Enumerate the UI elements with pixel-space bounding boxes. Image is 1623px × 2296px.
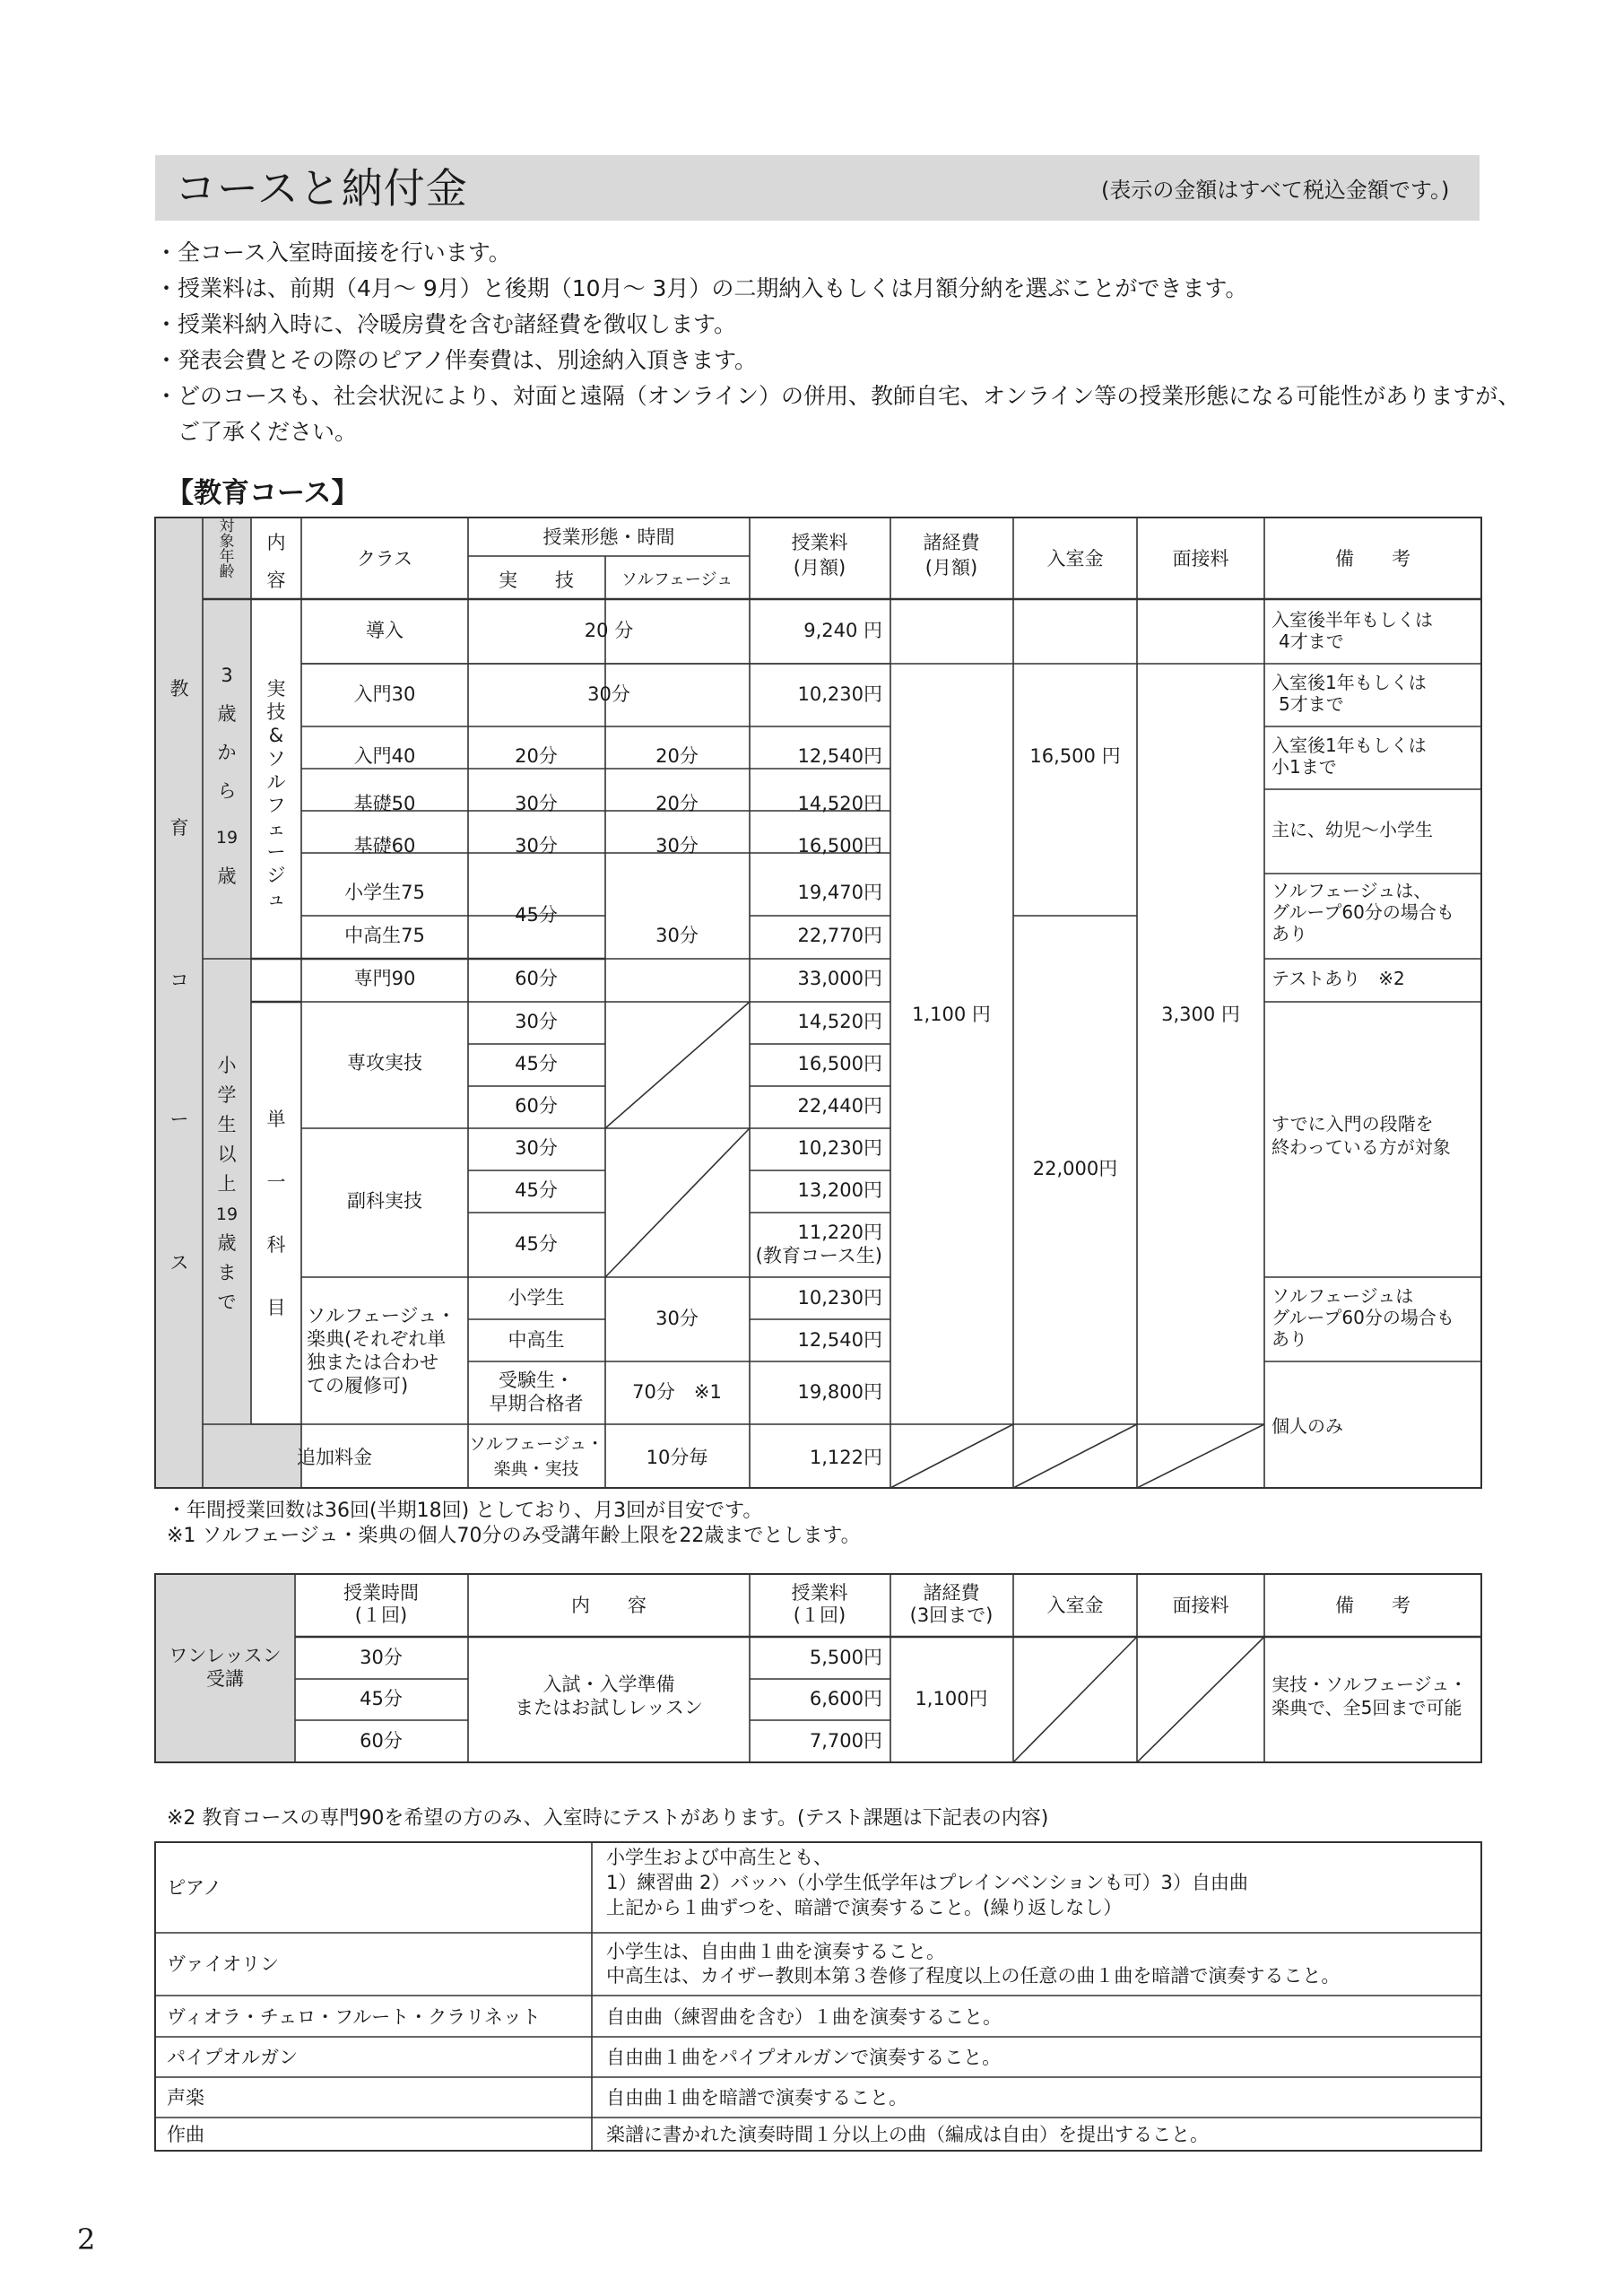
solfege-label: 独または合わせ — [307, 1352, 438, 1373]
remark-text: 終わっている方が対象 — [1271, 1136, 1451, 1158]
content-label: 目 — [266, 1297, 286, 1318]
test-requirement: 自由曲１曲をパイプオルガンで演奏すること。 — [606, 2047, 1002, 2068]
test-instrument: ヴァイオリン — [167, 1953, 280, 1975]
remark-text: 主に、幼児～小学生 — [1271, 819, 1433, 840]
ol-header-time: (１回) — [354, 1605, 408, 1626]
solfege-level: 中高生 — [508, 1329, 565, 1351]
class-cell: 専門90 — [353, 968, 416, 989]
ol-time: 45分 — [360, 1688, 403, 1709]
content-label: 実 — [266, 678, 286, 700]
admission-value: 16,500 円 — [1029, 745, 1121, 767]
content-label: 科 — [266, 1234, 286, 1256]
remark-text: 個人のみ — [1271, 1415, 1343, 1437]
tuition-cell: 22,770円 — [797, 925, 882, 946]
age-label: 生 — [217, 1114, 237, 1135]
test-requirement: 1）練習曲 2）バッハ（小学生低学年はプレインベンションも可）3）自由曲 — [606, 1872, 1248, 1893]
test-instrument: パイプオルガン — [167, 2047, 299, 2068]
ol-label: 受講 — [206, 1668, 244, 1690]
header-expenses: (月額) — [924, 557, 978, 578]
page-title: コースと納付金 — [175, 164, 468, 213]
solfege-time: 30分 — [655, 1308, 699, 1329]
tuition-note: (教育コース生) — [755, 1245, 882, 1266]
age-label: 上 — [217, 1173, 237, 1195]
content-label: ュ — [266, 888, 286, 909]
remark-text: グループ60分の場合も — [1271, 901, 1454, 923]
remark-text: 4才まで — [1279, 631, 1344, 652]
class-cell: 中高生75 — [344, 925, 425, 946]
tax-note: (表示の金額はすべて税込金額です。) — [1101, 178, 1450, 203]
content-label: ジ — [266, 865, 286, 886]
ol-content: 入試・入学準備 — [542, 1674, 675, 1695]
major-label: 専攻実技 — [347, 1052, 422, 1074]
content-label: 一 — [266, 1171, 286, 1193]
age-label: 学 — [217, 1084, 237, 1106]
admission-value: 22,000円 — [1032, 1158, 1118, 1179]
header-expenses: 諸経費 — [923, 532, 980, 553]
ol-header-expenses: (3回まで) — [909, 1605, 994, 1626]
class-cell: 導入 — [366, 620, 404, 641]
expenses-value: 1,100 円 — [912, 1004, 991, 1025]
tuition-cell: 16,500円 — [797, 835, 882, 857]
bullet-item: ・どのコースも、社会状況により、対面と遠隔（オンライン）の併用、教師自宅、オンライン等の授業形態になる可能性がありますが、 — [155, 383, 1521, 409]
header-practical: 実 技 — [499, 570, 574, 591]
practical-cell: 60分 — [515, 1095, 558, 1117]
minor-label: 副科実技 — [347, 1190, 422, 1212]
remark-text: テストあり ※2 — [1271, 968, 1405, 989]
ol-header-admission: 入室金 — [1046, 1595, 1104, 1616]
header-tuition: (月額) — [793, 557, 846, 578]
remark-text: 入室後1年もしくは — [1271, 672, 1427, 693]
practical-cell: 45分 — [515, 1053, 558, 1074]
age-label: 小 — [217, 1055, 237, 1076]
header-class: クラス — [356, 548, 413, 570]
practical-cell: 45分 — [515, 1179, 558, 1201]
tuition-cell: 10,230円 — [797, 1287, 882, 1309]
bullet-item: ご了承ください。 — [155, 419, 358, 445]
tuition-cell: 11,220円 — [797, 1222, 882, 1243]
tuition-cell: 33,000円 — [797, 968, 882, 989]
content-label: フ — [266, 795, 286, 816]
solfege-level: 早期合格者 — [489, 1393, 584, 1414]
content-label: 技 — [266, 701, 286, 723]
solfege-cell: 20分 — [655, 793, 699, 814]
class-cell: 基礎60 — [353, 835, 416, 857]
education-note: ※1 ソルフェージュ・楽典の個人70分のみ受講年齢上限を22歳までとします。 — [167, 1525, 861, 1547]
bullet-item: ・発表会費とその際のピアノ伴奏費は、別途納入頂きます。 — [155, 347, 758, 373]
ol-time: 30分 — [360, 1647, 403, 1668]
side-label: 教 — [169, 678, 189, 700]
tuition-cell: 14,520円 — [797, 793, 882, 814]
remark-text: 入室後1年もしくは — [1271, 735, 1427, 756]
interview-value: 3,300 円 — [1161, 1004, 1240, 1025]
header-admission: 入室金 — [1046, 548, 1104, 570]
education-course-heading: 【教育コース】 — [166, 477, 360, 509]
ol-header-interview: 面接料 — [1172, 1595, 1229, 1616]
solfege-cell: 30分 — [655, 835, 699, 857]
remark-text: ソルフェージュは、 — [1271, 880, 1432, 901]
header-target-age: 齢 — [219, 563, 235, 581]
practical-cell-merged: 45分 — [515, 904, 558, 926]
solfege-cell: 20分 — [655, 745, 699, 767]
remark-text: あり — [1271, 923, 1307, 944]
solfege-cell-merged: 30分 — [655, 925, 699, 946]
age-label: 以 — [217, 1144, 237, 1165]
age-label: ま — [217, 1262, 237, 1283]
practical-cell: 60分 — [515, 968, 558, 989]
content-label: & — [268, 725, 284, 746]
ol-header-time: 授業時間 — [343, 1582, 419, 1604]
header-target-age: 年 — [219, 548, 235, 566]
content-label: ル — [266, 771, 286, 793]
remark-text: 小1まで — [1271, 756, 1337, 778]
remark-text: グループ60分の場合も — [1271, 1307, 1454, 1328]
ol-remark: 実技・ソルフェージュ・ — [1271, 1674, 1468, 1695]
tuition-cell: 14,520円 — [797, 1011, 882, 1032]
extra-unit: 10分毎 — [646, 1447, 708, 1468]
test-requirement: 自由曲１曲を暗譜で演奏すること。 — [606, 2087, 907, 2109]
practical-cell: 30分 — [515, 793, 558, 814]
extra-label: 追加料金 — [297, 1447, 372, 1468]
remark-text: ソルフェージュは — [1271, 1285, 1414, 1307]
side-label: ス — [169, 1252, 189, 1274]
test-requirement: 楽譜に書かれた演奏時間１分以上の曲（編成は自由）を提出すること。 — [606, 2124, 1209, 2145]
bullet-item: ・授業料納入時に、冷暖房費を含む諸経費を徴収します。 — [155, 311, 737, 337]
test-requirement: 中高生は、カイザー教則本第３巻修了程度以上の任意の曲１曲を暗譜で演奏すること。 — [606, 1965, 1341, 1987]
content-label: ソ — [266, 748, 286, 770]
tuition-cell: 12,540円 — [797, 745, 882, 767]
practical-cell: 30分 — [515, 1137, 558, 1159]
header-interview: 面接料 — [1172, 548, 1229, 570]
ol-header-tuition: 授業料 — [791, 1582, 848, 1604]
ol-label: ワンレッスン — [169, 1645, 282, 1666]
education-note: ・年間授業回数は36回(半期18回) としており、月3回が目安です。 — [167, 1500, 763, 1522]
ol-remark: 楽典で、全5回まで可能 — [1271, 1697, 1462, 1718]
header-content: 容 — [266, 570, 286, 591]
page-number: 2 — [77, 2222, 96, 2257]
extra-tuition: 1,122円 — [809, 1447, 882, 1468]
tuition-cell: 19,470円 — [797, 882, 882, 903]
ol-header-content: 内 容 — [571, 1595, 647, 1616]
header-tuition: 授業料 — [791, 532, 848, 553]
age-label: 歳 — [217, 703, 237, 725]
remark-text: すでに入門の段階を — [1271, 1113, 1434, 1135]
test-instrument: 声楽 — [167, 2087, 204, 2109]
ol-tuition: 5,500円 — [809, 1647, 882, 1668]
ol-tuition: 7,700円 — [809, 1730, 882, 1752]
ol-header-expenses: 諸経費 — [923, 1582, 980, 1604]
age-label: で — [217, 1292, 237, 1313]
class-cell: 基礎50 — [353, 793, 416, 814]
age-label: 19 — [215, 828, 239, 848]
ol-tuition: 6,600円 — [809, 1688, 882, 1709]
ol-time: 60分 — [360, 1730, 403, 1752]
side-label: 育 — [169, 817, 189, 839]
side-label: ー — [169, 1109, 189, 1130]
test-instrument: ヴィオラ・チェロ・フルート・クラリネット — [167, 2006, 541, 2028]
age-label: 3 — [221, 665, 233, 686]
extra-kind: ソルフェージュ・ — [468, 1434, 604, 1454]
header-target-age: 象 — [219, 533, 235, 551]
content-label: ー — [266, 841, 286, 863]
header-lesson-format: 授業形態・時間 — [542, 526, 675, 548]
ol-header-tuition: (１回) — [793, 1605, 846, 1626]
practical-cell: 20分 — [515, 745, 558, 767]
tuition-cell: 22,440円 — [797, 1095, 882, 1117]
test-requirement: 小学生は、自由曲１曲を演奏すること。 — [606, 1941, 945, 1962]
test-requirement: 上記から１曲ずつを、暗譜で演奏すること。(繰り返しなし） — [606, 1897, 1123, 1918]
ol-expenses: 1,100円 — [915, 1688, 988, 1709]
extra-kind: 楽典・実技 — [493, 1459, 579, 1479]
solfege-level: 小学生 — [508, 1287, 565, 1309]
tuition-cell: 10,230円 — [797, 683, 882, 705]
bullet-item: ・授業料は、前期（4月～ 9月）と後期（10月～ 3月）の二期納入もしくは月額分納を選ぶことができます。 — [155, 275, 1248, 301]
header-target-age: 対 — [219, 517, 235, 535]
solfege-label: 楽典(それぞれ単 — [307, 1328, 447, 1350]
solfege-time: 70分 ※1 — [632, 1381, 722, 1403]
age-label: 歳 — [217, 865, 237, 887]
age-label: 19 — [215, 1205, 239, 1224]
age-label: か — [217, 742, 237, 763]
header-remarks: 備 考 — [1335, 548, 1410, 570]
tuition-cell: 9,240 円 — [803, 620, 882, 641]
practical-cell: 30分 — [515, 835, 558, 857]
practical-cell: 30分 — [587, 683, 630, 705]
tuition-cell: 19,800円 — [797, 1381, 882, 1403]
tuition-cell: 12,540円 — [797, 1329, 882, 1351]
bullet-item: ・全コース入室時面接を行います。 — [155, 239, 511, 265]
test-requirement: 小学生および中高生とも、 — [606, 1847, 832, 1868]
solfege-label: ての履修可) — [307, 1375, 409, 1396]
test-note: ※2 教育コースの専門90を希望の方のみ、入室時にテストがあります。(テスト課題は下記表の内容) — [167, 1807, 1049, 1830]
tuition-cell: 16,500円 — [797, 1053, 882, 1074]
solfege-level: 受験生・ — [499, 1370, 574, 1391]
class-cell: 小学生75 — [344, 882, 425, 903]
age-label: 歳 — [217, 1232, 237, 1254]
content-label: ェ — [266, 818, 286, 839]
test-instrument: ピアノ — [167, 1877, 222, 1899]
test-requirement: 自由曲（練習曲を含む）１曲を演奏すること。 — [606, 2006, 1002, 2028]
solfege-label: ソルフェージュ・ — [307, 1305, 456, 1326]
remark-text: 入室後半年もしくは — [1271, 609, 1433, 631]
tuition-cell: 13,200円 — [797, 1179, 882, 1201]
remark-text: 5才まで — [1279, 693, 1344, 715]
test-instrument: 作曲 — [167, 2124, 204, 2145]
practical-cell: 45分 — [515, 1233, 558, 1255]
header-solfege: ソルフェージュ — [621, 570, 733, 589]
remark-text: あり — [1271, 1328, 1307, 1350]
tuition-cell: 10,230円 — [797, 1137, 882, 1159]
practical-cell: 20 分 — [584, 620, 634, 641]
practical-cell: 30分 — [515, 1011, 558, 1032]
ol-content: またはお試しレッスン — [515, 1697, 703, 1718]
content-label: 単 — [266, 1109, 286, 1130]
side-label: コ — [169, 970, 189, 991]
class-cell: 入門40 — [353, 745, 416, 767]
age-label: ら — [217, 780, 237, 802]
class-cell: 入門30 — [353, 683, 416, 705]
header-content: 内 — [266, 532, 286, 553]
ol-header-remarks: 備 考 — [1335, 1595, 1410, 1616]
